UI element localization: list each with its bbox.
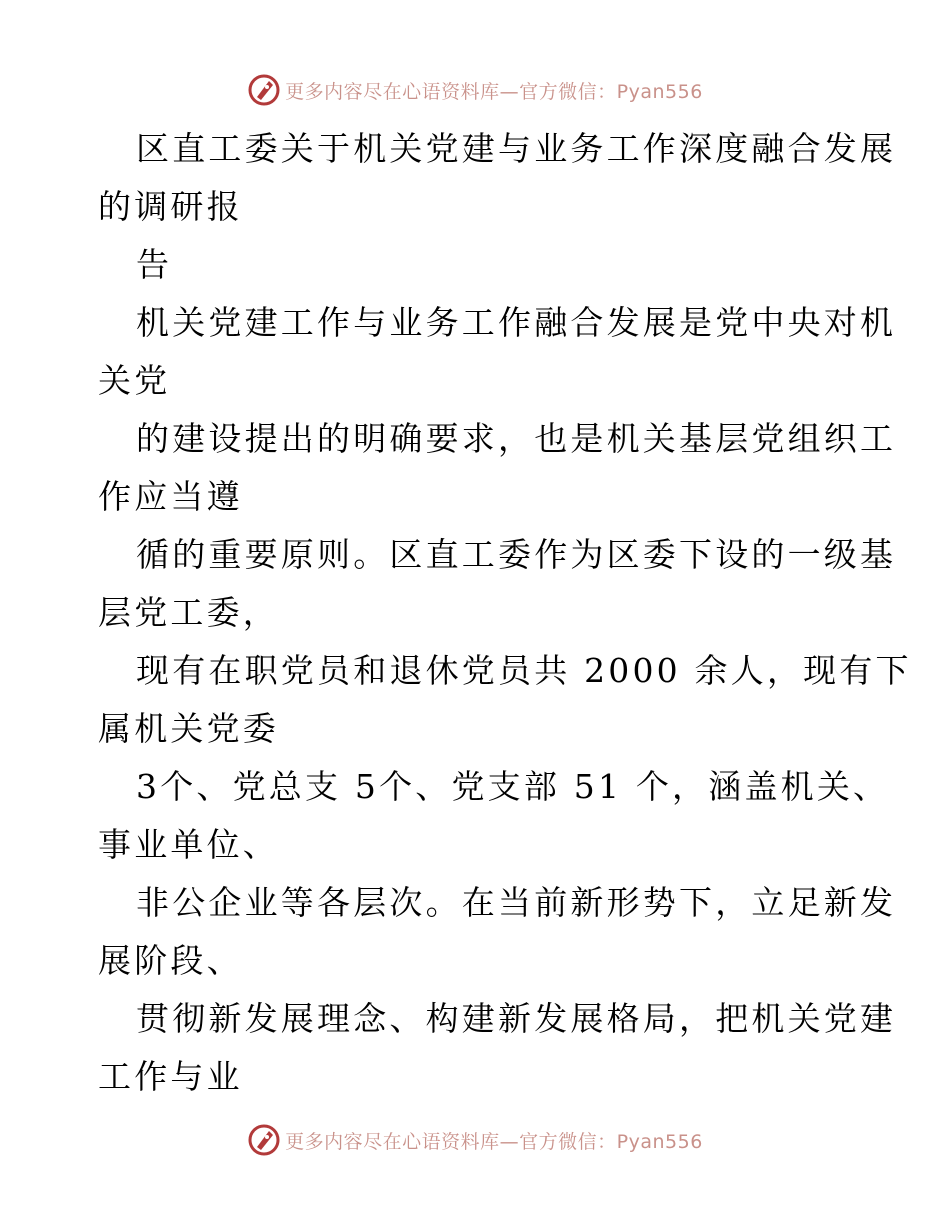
document-line: 的调研报 bbox=[98, 187, 243, 226]
document-line: 现有在职党员和退休党员共 2000 余人，现有下 bbox=[136, 651, 912, 690]
document-line: 展阶段、 bbox=[98, 941, 243, 980]
document-line: 事业单位、 bbox=[98, 825, 279, 864]
pen-nib-logo-icon bbox=[247, 73, 281, 107]
footer-watermark-banner bbox=[0, 1120, 950, 1160]
document-line: 工作与业 bbox=[98, 1057, 243, 1096]
document-line: 属机关党委 bbox=[98, 709, 279, 748]
document-line: 告 bbox=[136, 245, 173, 284]
header-watermark-banner bbox=[0, 70, 950, 110]
header-watermark-text: 更多内容尽在心语资料库—官方微信：Pyan556 bbox=[285, 80, 703, 103]
document-line: 关党 bbox=[98, 361, 171, 400]
footer-watermark-text: 更多内容尽在心语资料库—官方微信：Pyan556 bbox=[285, 1130, 703, 1153]
document-line: 3个、党总支 5个、党支部 51 个，涵盖机关、 bbox=[136, 767, 890, 806]
document-line: 层党工委， bbox=[98, 593, 279, 632]
document-body bbox=[98, 120, 912, 1106]
document-line: 非公企业等各层次。在当前新形势下，立足新发 bbox=[136, 883, 897, 922]
document-line: 区直工委关于机关党建与业务工作深度融合发展 bbox=[136, 129, 897, 168]
document-line: 的建设提出的明确要求，也是机关基层党组织工 bbox=[136, 419, 897, 458]
document-line: 贯彻新发展理念、构建新发展格局，把机关党建 bbox=[136, 999, 897, 1038]
document-line: 作应当遵 bbox=[98, 477, 243, 516]
document-line: 机关党建工作与业务工作融合发展是党中央对机 bbox=[136, 303, 897, 342]
pen-nib-logo-icon bbox=[247, 1123, 281, 1157]
document-line: 循的重要原则。区直工委作为区委下设的一级基 bbox=[136, 535, 897, 574]
